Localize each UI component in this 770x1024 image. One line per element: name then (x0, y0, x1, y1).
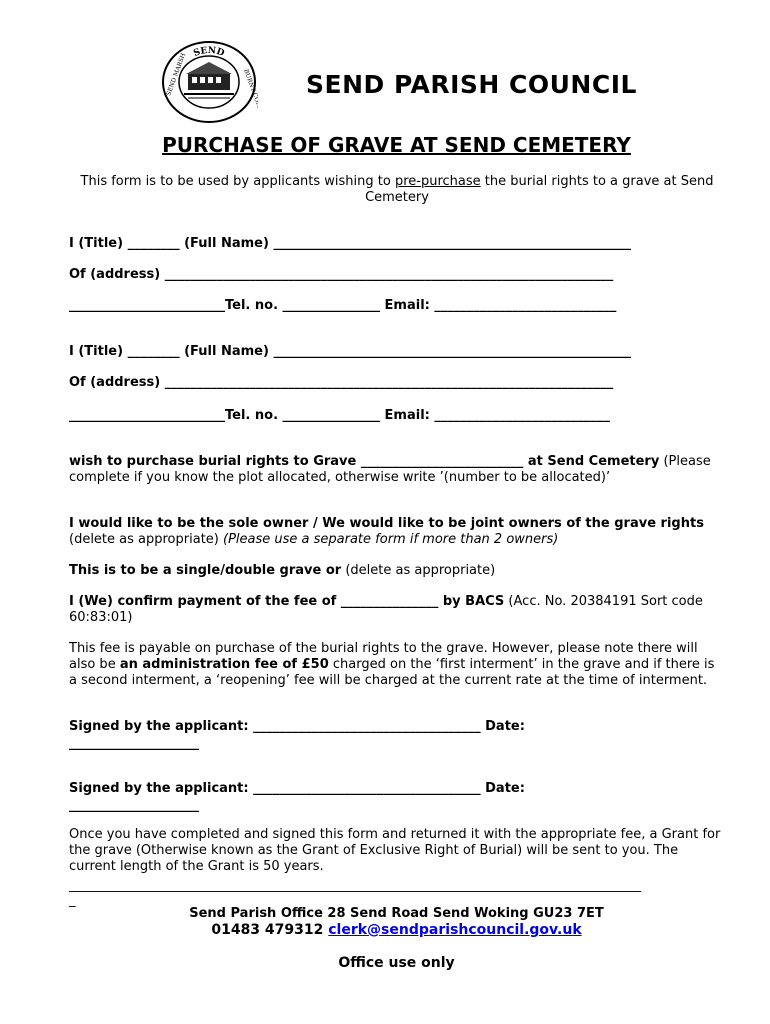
council-logo (160, 40, 258, 124)
fee-text-1: This fee is payable on purchase of the burial rights to the grave. However, please note there will also be (69, 641, 698, 672)
svg-text:SEND (192, 46, 225, 59)
intro-pre-purchase: pre-purchase (394, 174, 481, 189)
seal-top-text: SEND (192, 45, 226, 59)
applicant2-contact-line[interactable]: ________________________Tel. no. _______________ Email: ___________________________ (69, 408, 610, 423)
applicant1-contact-line[interactable]: ________________________Tel. no. _______________ Email: ____________________________ (69, 298, 617, 313)
footer-address: Send Parish Office 28 Send Road Send Woking GU23 7ET (189, 906, 604, 921)
grave-type-paragraph (69, 563, 724, 579)
payment-bank-details: (Acc. No. 20384191 Sort code 60:83:01) (69, 594, 703, 625)
separator-line: ________________________________________________________________________________________ (69, 878, 641, 893)
applicant2-address-line[interactable]: Of (address) _____________________________________________________________________ (69, 375, 614, 390)
applicant2-name-line[interactable]: I (Title) ________ (Full Name) _______________________________________________________ (69, 344, 631, 359)
closing-paragraph: Once you have completed and signed this form and returned it with the appropriate fee, a Grant for the grave (Otherwise known as the Grant of Exclusive Right of Burial) will be sent to you. The current length of the Grant is 50 years. (69, 827, 721, 874)
council-name: SEND PARISH COUNCIL (306, 70, 637, 99)
ownership-delete-note: (delete as appropriate) (69, 532, 223, 547)
fee-paragraph (69, 641, 724, 689)
grave-type-text: This is to be a single/double grave or (69, 563, 342, 578)
grave-number-paragraph[interactable] (69, 454, 724, 486)
footer-email-link[interactable]: clerk@sendparishcouncil.gov.uk (328, 922, 582, 938)
ownership-paragraph (69, 516, 724, 548)
signature2-date-line[interactable]: ____________________ (69, 798, 199, 813)
footer-contact (0, 922, 770, 938)
payment-paragraph[interactable] (69, 594, 724, 626)
form-title: PURCHASE OF GRAVE AT SEND CEMETERY (162, 133, 631, 157)
grave-number-text: wish to purchase burial rights to Grave _________________________ at Send Cemetery (69, 454, 660, 469)
applicant1-address-line[interactable]: Of (address) _____________________________________________________________________ (69, 267, 614, 282)
signature2-line[interactable]: Signed by the applicant: ___________________________________ Date: (69, 781, 525, 796)
intro-text-2: the burial rights to a grave at Send Cemetery (365, 174, 714, 205)
send-parish-seal-icon (160, 40, 258, 124)
intro-text-1: This form is to be used by applicants wishing to (80, 174, 395, 189)
footer-phone: 01483 479312 (211, 922, 329, 938)
applicant1-name-line[interactable]: I (Title) ________ (Full Name) _______________________________________________________ (69, 236, 631, 251)
grave-type-note: (delete as appropriate) (341, 563, 496, 578)
form-intro (68, 174, 726, 206)
ownership-owners-note: (Please use a separate form if more than 2 owners) (223, 532, 559, 547)
signature1-line[interactable]: Signed by the applicant: ___________________________________ Date: (69, 719, 525, 734)
signature1-date-line[interactable]: ____________________ (69, 736, 199, 751)
fee-text-2: charged on the ‘first interment’ in the grave and if there is a second interment, a ‘reopening’ fee will be charged at the current rate at the time of interment. (69, 657, 715, 688)
separator-line-end: _ (69, 893, 76, 908)
ownership-text: I would like to be the sole owner / We would like to be joint owners of the grave rights (69, 516, 704, 531)
fee-admin-text: an administration fee of £50 (119, 657, 329, 672)
office-use-heading: Office use only (338, 955, 455, 971)
grave-number-note: (Please complete if you know the plot allocated, otherwise write ’(number to be allocated)’ (69, 454, 711, 485)
payment-text: I (We) confirm payment of the fee of _______________ by BACS (69, 594, 505, 609)
seal-left-text: SEND MARSH (165, 52, 188, 97)
seal-right-text: BURNT COMMON (242, 68, 258, 124)
